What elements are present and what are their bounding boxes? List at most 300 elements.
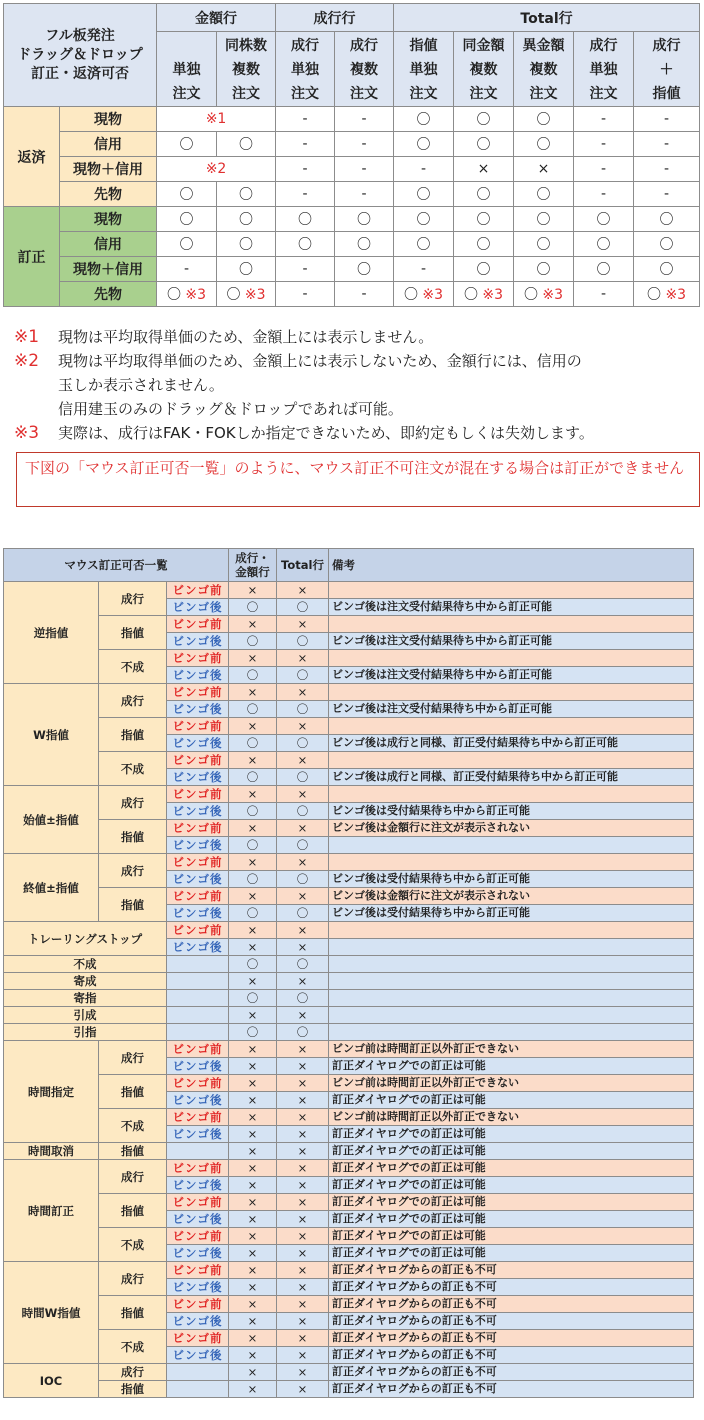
bingo-status: ビンゴ後: [167, 837, 229, 854]
status-cell: ×: [514, 157, 574, 182]
status-cell: -: [335, 107, 394, 132]
mark-cell: ×: [229, 1262, 277, 1279]
row-label: 先物: [60, 282, 157, 307]
remark-cell: 訂正ダイヤログからの訂正も不可: [329, 1347, 694, 1364]
mark-cell: ×: [277, 1177, 329, 1194]
status-cell: 〇: [157, 207, 217, 232]
status-cell: 〇: [454, 207, 514, 232]
mark-cell: 〇: [229, 735, 277, 752]
status-cell: 〇: [217, 232, 276, 257]
footnote: [14, 421, 700, 445]
bingo-status: ビンゴ前: [167, 922, 229, 939]
sub-type: 成行: [99, 1262, 167, 1296]
status-cell: 〇: [454, 257, 514, 282]
mark-cell: ×: [277, 684, 329, 701]
status-cell: 〇: [394, 232, 454, 257]
footnote-mark: ※1: [14, 327, 40, 347]
remark-cell: [329, 616, 694, 633]
footnote-mark: ※2: [14, 351, 40, 371]
status-cell: 〇: [157, 232, 217, 257]
remark-cell: [329, 837, 694, 854]
mark-cell: ×: [277, 1041, 329, 1058]
status-cell: 〇: [276, 207, 335, 232]
mark-cell: ×: [229, 1041, 277, 1058]
mark-cell: ×: [229, 1058, 277, 1075]
sub-type: 不成: [99, 1109, 167, 1143]
mark-cell: ×: [229, 650, 277, 667]
mark-cell: ×: [229, 820, 277, 837]
order-type: 時間取消: [4, 1143, 99, 1160]
status-cell: -: [574, 132, 634, 157]
bingo-status: ビンゴ前: [167, 684, 229, 701]
sub-type: 指値: [99, 1296, 167, 1330]
mark-cell: 〇: [277, 990, 329, 1007]
status-cell: 〇: [335, 207, 394, 232]
mark-cell: ×: [277, 1330, 329, 1347]
status-cell: 〇 ※3: [157, 282, 217, 307]
bingo-status: ビンゴ前: [167, 582, 229, 599]
mark-cell: ×: [277, 1245, 329, 1262]
bingo-status: ビンゴ前: [167, 718, 229, 735]
remark-cell: [329, 990, 694, 1007]
mouse-correction-table: [3, 548, 694, 1398]
remark-cell: [329, 582, 694, 599]
status-cell: -: [276, 132, 335, 157]
column-header: 成行 ＋ 指値: [634, 32, 700, 107]
remark-cell: ビンゴ前は時間訂正以外訂正できない: [329, 1041, 694, 1058]
remark-cell: 訂正ダイヤログからの訂正も不可: [329, 1279, 694, 1296]
status-cell: 〇: [217, 207, 276, 232]
footnote-text: [58, 325, 700, 349]
sub-type: 指値: [99, 820, 167, 854]
bingo-status: ビンゴ後: [167, 1347, 229, 1364]
status-cell: 〇: [394, 132, 454, 157]
remark-cell: [329, 718, 694, 735]
sub-type: 指値: [99, 1143, 167, 1160]
mark-cell: 〇: [277, 769, 329, 786]
mark-cell: ×: [277, 854, 329, 871]
status-cell: 〇: [394, 107, 454, 132]
bingo-status: ビンゴ前: [167, 888, 229, 905]
order-type: 時間W指値: [4, 1262, 99, 1364]
status-cell: 〇 ※3: [217, 282, 276, 307]
remark-cell: 訂正ダイヤログからの訂正も不可: [329, 1364, 694, 1381]
mark-cell: ×: [277, 1364, 329, 1381]
mark-cell: ×: [229, 1228, 277, 1245]
status-cell: 〇 ※3: [634, 282, 700, 307]
sub-type: 成行: [99, 684, 167, 718]
status-cell: -: [634, 157, 700, 182]
row-label: 信用: [60, 232, 157, 257]
mark-cell: 〇: [277, 599, 329, 616]
mark-cell: ×: [277, 1211, 329, 1228]
order-type: 始値±指値: [4, 786, 99, 854]
bingo-status: ビンゴ前: [167, 1160, 229, 1177]
footnote-ref: ※3: [422, 287, 444, 303]
status-cell: 〇: [394, 207, 454, 232]
footnote-ref: ※3: [185, 287, 207, 303]
blank-cell: [167, 990, 229, 1007]
mark-cell: ×: [229, 854, 277, 871]
column-header: 成行 単独 注文: [276, 32, 335, 107]
blank-cell: [167, 1007, 229, 1024]
status-cell: -: [394, 157, 454, 182]
remark-cell: [329, 854, 694, 871]
mark-cell: 〇: [277, 1024, 329, 1041]
remark-cell: 訂正ダイヤログでの訂正は可能: [329, 1058, 694, 1075]
mark-cell: ×: [277, 1075, 329, 1092]
table-corner-title: フル板発注 ドラッグ＆ドロップ 訂正・返済可否: [4, 4, 157, 107]
bingo-status: ビンゴ前: [167, 820, 229, 837]
bingo-status: ビンゴ後: [167, 1211, 229, 1228]
mark-cell: ×: [229, 616, 277, 633]
mark-cell: ×: [229, 582, 277, 599]
remark-cell: ビンゴ前は時間訂正以外訂正できない: [329, 1075, 694, 1092]
remark-cell: ビンゴ後は金額行に注文が表示されない: [329, 820, 694, 837]
mark-cell: ×: [229, 786, 277, 803]
status-cell: -: [276, 282, 335, 307]
mark-cell: 〇: [229, 633, 277, 650]
status-cell: 〇: [634, 207, 700, 232]
bingo-status: ビンゴ後: [167, 633, 229, 650]
status-cell: 〇: [157, 132, 217, 157]
status-cell: -: [335, 182, 394, 207]
remark-cell: ビンゴ後は注文受付結果待ち中から訂正可能: [329, 633, 694, 650]
remark-cell: [329, 973, 694, 990]
remark-cell: ビンゴ後は注文受付結果待ち中から訂正可能: [329, 599, 694, 616]
mark-cell: ×: [229, 1007, 277, 1024]
sub-type: 不成: [99, 1228, 167, 1262]
remark-cell: [329, 939, 694, 956]
footnote-ref: ※2: [205, 161, 227, 177]
remark-cell: 訂正ダイヤログでの訂正は可能: [329, 1177, 694, 1194]
sub-type: 指値: [99, 888, 167, 922]
status-cell: 〇 ※3: [514, 282, 574, 307]
remark-cell: 訂正ダイヤログからの訂正も不可: [329, 1262, 694, 1279]
mark-cell: ×: [229, 1313, 277, 1330]
status-cell: -: [335, 132, 394, 157]
mark-cell: 〇: [277, 803, 329, 820]
mark-cell: 〇: [229, 803, 277, 820]
order-type: 寄指: [4, 990, 167, 1007]
footnote-line: 現物は平均取得単価のため、金額上には表示しないため、金額行には、信用の: [58, 352, 582, 370]
mark-cell: ×: [277, 1279, 329, 1296]
status-cell: -: [335, 157, 394, 182]
mark-cell: ×: [229, 1160, 277, 1177]
remark-cell: ビンゴ後は金額行に注文が表示されない: [329, 888, 694, 905]
sub-type: 成行: [99, 582, 167, 616]
row-label: 現物＋信用: [60, 257, 157, 282]
bingo-status: ビンゴ後: [167, 1177, 229, 1194]
status-cell: 〇: [514, 207, 574, 232]
status-cell: -: [276, 157, 335, 182]
mark-cell: ×: [229, 939, 277, 956]
mark-cell: 〇: [277, 735, 329, 752]
status-cell: 〇: [574, 232, 634, 257]
bingo-status: ビンゴ後: [167, 667, 229, 684]
mark-cell: ×: [277, 1228, 329, 1245]
bingo-status: ビンゴ前: [167, 1041, 229, 1058]
mark-cell: 〇: [277, 837, 329, 854]
bingo-status: ビンゴ前: [167, 616, 229, 633]
mark-cell: ×: [229, 888, 277, 905]
row-label: 現物＋信用: [60, 157, 157, 182]
status-cell: -: [276, 107, 335, 132]
footnote-line: 信用建玉のみのドラッグ＆ドロップであれば可能。: [58, 400, 403, 418]
bingo-status: ビンゴ前: [167, 854, 229, 871]
status-cell: 〇: [454, 107, 514, 132]
mark-cell: 〇: [229, 667, 277, 684]
table-header: 成行・ 金額行: [229, 549, 277, 582]
remark-cell: [329, 922, 694, 939]
sub-type: 指値: [99, 1194, 167, 1228]
status-cell: 〇: [634, 257, 700, 282]
mark-cell: ×: [277, 582, 329, 599]
footnote-line: 玉しか表示されません。: [58, 376, 224, 394]
remark-cell: [329, 956, 694, 973]
remark-cell: 訂正ダイヤログでの訂正は可能: [329, 1126, 694, 1143]
remark-cell: 訂正ダイヤログからの訂正も不可: [329, 1313, 694, 1330]
status-cell: -: [394, 257, 454, 282]
sub-type: 成行: [99, 854, 167, 888]
bingo-status: ビンゴ後: [167, 1092, 229, 1109]
mark-cell: 〇: [277, 956, 329, 973]
sub-type: 不成: [99, 650, 167, 684]
status-cell: 〇: [514, 107, 574, 132]
warning-box: 下図の「マウス訂正可否一覧」のように、マウス訂正不可注文が混在する場合は訂正ができません: [16, 452, 700, 507]
status-cell: -: [574, 157, 634, 182]
status-cell: -: [574, 282, 634, 307]
status-cell: 〇: [276, 232, 335, 257]
mark-cell: ×: [229, 1075, 277, 1092]
remark-cell: 訂正ダイヤログでの訂正は可能: [329, 1245, 694, 1262]
bingo-status: ビンゴ後: [167, 1245, 229, 1262]
remark-cell: ビンゴ後は注文受付結果待ち中から訂正可能: [329, 667, 694, 684]
mark-cell: ×: [229, 1245, 277, 1262]
blank-cell: [167, 1364, 229, 1381]
row-label: 現物: [60, 207, 157, 232]
status-cell: -: [634, 182, 700, 207]
bingo-status: ビンゴ後: [167, 1279, 229, 1296]
blank-cell: [167, 1143, 229, 1160]
footnote: [14, 349, 700, 421]
order-type: 寄成: [4, 973, 167, 990]
blank-cell: [167, 1024, 229, 1041]
footnote-text: [58, 421, 700, 445]
bingo-status: ビンゴ前: [167, 1228, 229, 1245]
mark-cell: ×: [229, 1330, 277, 1347]
remark-cell: 訂正ダイヤログでの訂正は可能: [329, 1211, 694, 1228]
status-cell: 〇: [335, 257, 394, 282]
bingo-status: ビンゴ後: [167, 769, 229, 786]
mark-cell: ×: [277, 1143, 329, 1160]
mark-cell: 〇: [277, 633, 329, 650]
footnote-text: [58, 349, 700, 421]
bingo-status: ビンゴ前: [167, 1296, 229, 1313]
footnote-line: 実際は、成行はFAK・FOKしか指定できないため、即約定もしくは失効します。: [58, 424, 594, 442]
status-cell: 〇: [574, 257, 634, 282]
mark-cell: ×: [229, 1381, 277, 1398]
mark-cell: ×: [229, 1143, 277, 1160]
mark-cell: ×: [277, 616, 329, 633]
mark-cell: ×: [229, 922, 277, 939]
table-header: 備考: [329, 549, 694, 582]
remark-cell: 訂正ダイヤログでの訂正は可能: [329, 1143, 694, 1160]
order-type: 引指: [4, 1024, 167, 1041]
status-cell: 〇: [394, 182, 454, 207]
status-cell: 〇: [514, 132, 574, 157]
bingo-status: ビンゴ後: [167, 735, 229, 752]
order-type: 終値±指値: [4, 854, 99, 922]
sub-type: 不成: [99, 752, 167, 786]
mark-cell: ×: [229, 684, 277, 701]
remark-cell: 訂正ダイヤログでの訂正は可能: [329, 1228, 694, 1245]
sub-type: 指値: [99, 1381, 167, 1398]
mark-cell: ×: [277, 650, 329, 667]
status-cell: -: [335, 282, 394, 307]
table-header: マウス訂正可否一覧: [4, 549, 229, 582]
row-label: 先物: [60, 182, 157, 207]
bingo-status: ビンゴ後: [167, 905, 229, 922]
status-cell: 〇: [634, 232, 700, 257]
footnote-ref: ※3: [542, 287, 564, 303]
column-header: 単独 注文: [157, 32, 217, 107]
mark-cell: ×: [229, 1177, 277, 1194]
column-header: 同金額 複数 注文: [454, 32, 514, 107]
remark-cell: 訂正ダイヤログからの訂正も不可: [329, 1330, 694, 1347]
mark-cell: 〇: [229, 599, 277, 616]
status-cell: 〇: [514, 232, 574, 257]
mark-cell: ×: [277, 718, 329, 735]
sub-type: 成行: [99, 1364, 167, 1381]
bingo-status: ビンゴ前: [167, 1075, 229, 1092]
bingo-status: ビンゴ前: [167, 786, 229, 803]
remark-cell: 訂正ダイヤログからの訂正も不可: [329, 1296, 694, 1313]
bingo-status: ビンゴ後: [167, 1058, 229, 1075]
remark-cell: 訂正ダイヤログからの訂正も不可: [329, 1381, 694, 1398]
sub-type: 成行: [99, 786, 167, 820]
bingo-status: ビンゴ後: [167, 803, 229, 820]
bingo-status: ビンゴ前: [167, 1330, 229, 1347]
footnote-mark: ※3: [14, 423, 40, 443]
mark-cell: ×: [277, 1262, 329, 1279]
status-cell: 〇: [217, 182, 276, 207]
status-cell: -: [574, 107, 634, 132]
bingo-status: ビンゴ後: [167, 1126, 229, 1143]
mark-cell: 〇: [277, 905, 329, 922]
status-cell: -: [276, 182, 335, 207]
order-type: 引成: [4, 1007, 167, 1024]
footnotes: [14, 325, 700, 445]
mark-cell: 〇: [277, 701, 329, 718]
column-header: 同株数 複数 注文: [217, 32, 276, 107]
status-cell: [157, 157, 276, 182]
mark-cell: ×: [229, 718, 277, 735]
sub-type: 指値: [99, 718, 167, 752]
status-cell: 〇 ※3: [454, 282, 514, 307]
bingo-status: ビンゴ後: [167, 871, 229, 888]
bingo-status: ビンゴ後: [167, 1313, 229, 1330]
mark-cell: ×: [277, 1313, 329, 1330]
status-cell: 〇: [454, 182, 514, 207]
footnote: [14, 325, 700, 349]
mark-cell: ×: [229, 752, 277, 769]
mark-cell: ×: [277, 1296, 329, 1313]
mark-cell: 〇: [229, 837, 277, 854]
status-cell: 〇: [217, 132, 276, 157]
section-label: 返済: [4, 107, 60, 207]
remark-cell: ビンゴ後は受付結果待ち中から訂正可能: [329, 905, 694, 922]
mark-cell: 〇: [229, 769, 277, 786]
remark-cell: ビンゴ後は受付結果待ち中から訂正可能: [329, 803, 694, 820]
status-cell: ×: [454, 157, 514, 182]
row-label: 現物: [60, 107, 157, 132]
mark-cell: ×: [277, 1381, 329, 1398]
mark-cell: 〇: [229, 905, 277, 922]
mark-cell: ×: [277, 820, 329, 837]
mark-cell: ×: [277, 888, 329, 905]
mark-cell: 〇: [229, 956, 277, 973]
remark-cell: 訂正ダイヤログでの訂正は可能: [329, 1160, 694, 1177]
footnote-ref: ※1: [205, 111, 227, 127]
mark-cell: ×: [277, 1092, 329, 1109]
status-cell: -: [634, 132, 700, 157]
blank-cell: [167, 956, 229, 973]
mark-cell: ×: [277, 939, 329, 956]
column-group-header: 金額行: [157, 4, 276, 32]
remark-cell: 訂正ダイヤログでの訂正は可能: [329, 1092, 694, 1109]
mark-cell: 〇: [229, 871, 277, 888]
remark-cell: [329, 1007, 694, 1024]
column-header: 成行 複数 注文: [335, 32, 394, 107]
order-type: 時間訂正: [4, 1160, 99, 1262]
sub-type: 指値: [99, 616, 167, 650]
mark-cell: ×: [277, 1194, 329, 1211]
footnote-ref: ※3: [665, 287, 687, 303]
bingo-status: ビンゴ前: [167, 752, 229, 769]
drag-drop-availability-table: [3, 3, 700, 307]
status-cell: 〇: [514, 182, 574, 207]
mark-cell: ×: [277, 1126, 329, 1143]
status-cell: 〇: [454, 232, 514, 257]
column-group-header: 成行行: [276, 4, 394, 32]
remark-cell: ビンゴ後は成行と同様、訂正受付結果待ち中から訂正可能: [329, 769, 694, 786]
mark-cell: ×: [277, 1109, 329, 1126]
remark-cell: [329, 786, 694, 803]
mark-cell: ×: [229, 1126, 277, 1143]
mark-cell: ×: [229, 1296, 277, 1313]
status-cell: -: [574, 182, 634, 207]
mark-cell: ×: [229, 1194, 277, 1211]
order-type: 不成: [4, 956, 167, 973]
mark-cell: ×: [277, 1347, 329, 1364]
status-cell: 〇: [335, 232, 394, 257]
mark-cell: ×: [277, 1007, 329, 1024]
bingo-status: ビンゴ前: [167, 1109, 229, 1126]
bingo-status: ビンゴ後: [167, 701, 229, 718]
bingo-status: ビンゴ後: [167, 599, 229, 616]
status-cell: 〇: [157, 182, 217, 207]
mark-cell: ×: [229, 1347, 277, 1364]
blank-cell: [167, 1381, 229, 1398]
bingo-status: ビンゴ前: [167, 650, 229, 667]
sub-type: 成行: [99, 1041, 167, 1075]
bingo-status: ビンゴ前: [167, 1262, 229, 1279]
row-label: 信用: [60, 132, 157, 157]
sub-type: 不成: [99, 1330, 167, 1364]
mark-cell: ×: [229, 1364, 277, 1381]
footnote-ref: ※3: [244, 287, 266, 303]
